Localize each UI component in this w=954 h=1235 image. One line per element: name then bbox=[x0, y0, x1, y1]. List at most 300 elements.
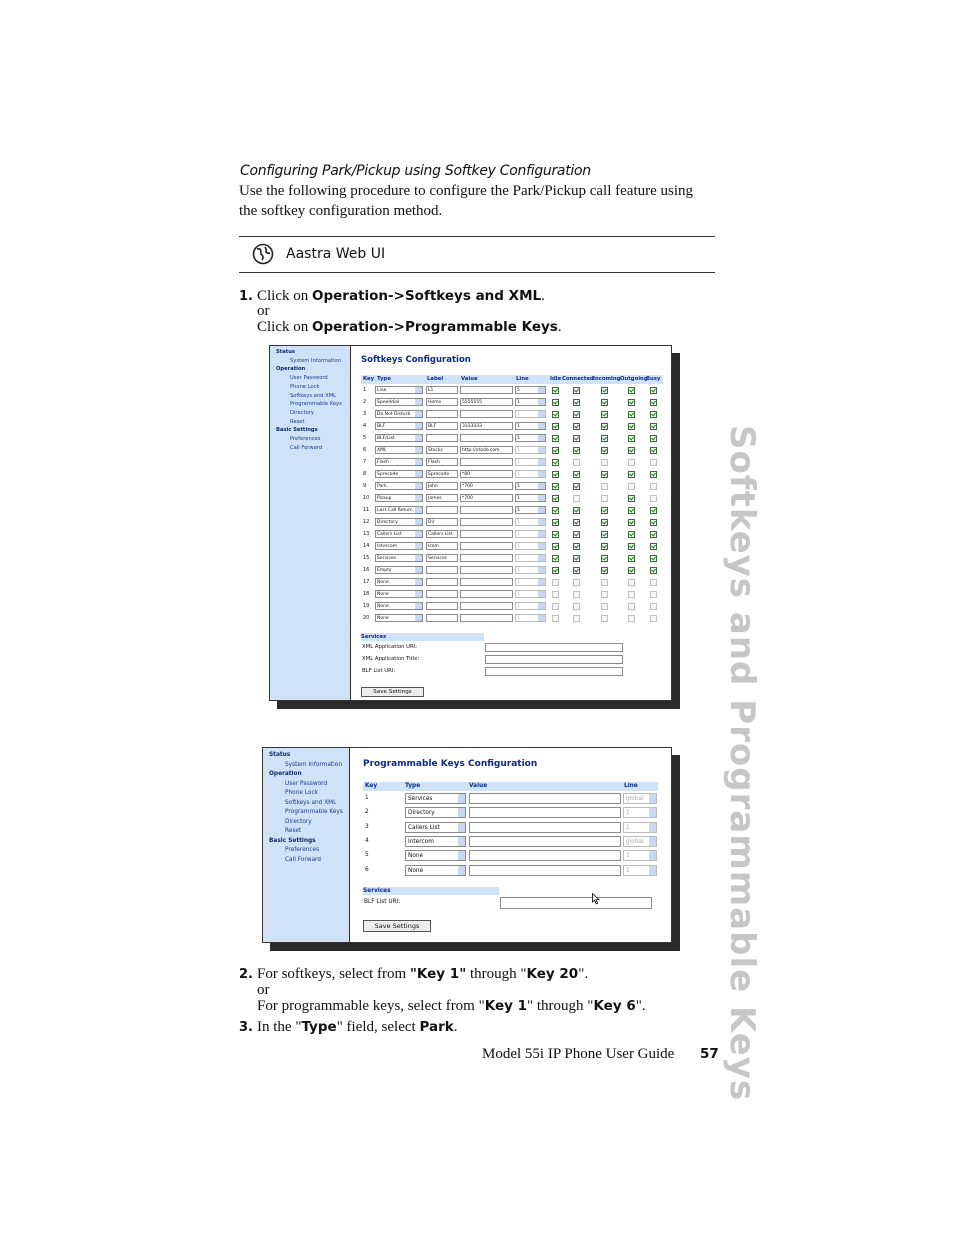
nav-link[interactable]: Directory bbox=[290, 409, 314, 416]
web-ui-banner bbox=[252, 243, 385, 265]
value-input[interactable] bbox=[469, 793, 621, 804]
column-header: Line bbox=[624, 783, 638, 789]
line-select[interactable]: 1 bbox=[515, 446, 546, 454]
value-input[interactable]: *700 bbox=[460, 494, 513, 502]
state-checkbox[interactable] bbox=[650, 615, 657, 622]
state-checkbox[interactable] bbox=[601, 483, 608, 490]
state-checkbox[interactable] bbox=[650, 543, 657, 550]
step-text: Click on bbox=[257, 319, 312, 335]
state-checkbox[interactable] bbox=[650, 435, 657, 442]
key-name: Key 1 bbox=[484, 998, 528, 1014]
value-input[interactable] bbox=[460, 506, 513, 514]
blf-list-uri-input[interactable] bbox=[500, 897, 652, 909]
value-input[interactable] bbox=[460, 602, 513, 610]
type-select[interactable]: Callers List bbox=[375, 530, 423, 538]
column-header: Key bbox=[363, 376, 375, 382]
value-input[interactable]: *80 bbox=[460, 470, 513, 478]
state-checkbox[interactable] bbox=[552, 423, 559, 430]
state-checkbox[interactable] bbox=[628, 519, 635, 526]
side-title-text: Softkeys and Programmable Keys bbox=[722, 425, 762, 1102]
state-checkbox[interactable] bbox=[628, 567, 635, 574]
option-name: Park bbox=[419, 1019, 454, 1035]
step-2-or: or bbox=[257, 982, 270, 998]
state-checkbox[interactable] bbox=[573, 591, 580, 598]
line-select[interactable]: global bbox=[623, 836, 657, 847]
state-checkbox[interactable] bbox=[573, 387, 580, 394]
nav-link[interactable]: Phone Lock bbox=[285, 790, 319, 796]
state-checkbox[interactable] bbox=[601, 435, 608, 442]
value-input[interactable]: *700 bbox=[460, 482, 513, 490]
line-select[interactable]: 1 bbox=[515, 458, 546, 466]
state-checkbox[interactable] bbox=[650, 483, 657, 490]
type-select[interactable]: Intercom bbox=[405, 836, 466, 847]
label-input[interactable] bbox=[426, 590, 458, 598]
state-checkbox[interactable] bbox=[552, 495, 559, 502]
services-field-input[interactable] bbox=[485, 643, 623, 652]
line-select[interactable]: 1 bbox=[515, 434, 546, 442]
step-text: ". bbox=[578, 966, 589, 982]
type-select[interactable]: BLF/List bbox=[375, 434, 423, 442]
state-checkbox[interactable] bbox=[552, 567, 559, 574]
value-input[interactable] bbox=[460, 614, 513, 622]
section-title: Configuring Park/Pickup using Softkey Configuration bbox=[240, 163, 591, 179]
key-number: 5 bbox=[365, 852, 369, 859]
state-checkbox[interactable] bbox=[628, 387, 635, 394]
type-select[interactable]: Empty bbox=[375, 566, 423, 574]
type-select[interactable]: Sprecode bbox=[375, 470, 423, 478]
state-checkbox[interactable] bbox=[628, 483, 635, 490]
key-number: 15 bbox=[363, 555, 370, 561]
type-select[interactable]: Speeddial bbox=[375, 398, 423, 406]
nav-link[interactable]: User Password bbox=[290, 375, 328, 382]
intro-paragraph: Use the following procedure to configure the Park/Pickup call feature using the softkey configuration method. bbox=[239, 183, 694, 219]
services-header: Services bbox=[363, 887, 499, 895]
state-checkbox[interactable] bbox=[650, 507, 657, 514]
state-checkbox[interactable] bbox=[601, 519, 608, 526]
state-checkbox[interactable] bbox=[601, 387, 608, 394]
state-checkbox[interactable] bbox=[552, 435, 559, 442]
services-field-input[interactable] bbox=[485, 655, 623, 664]
line-select[interactable]: 1 bbox=[515, 578, 546, 586]
nav-section-heading: Basic Settings bbox=[269, 837, 316, 844]
state-checkbox[interactable] bbox=[601, 447, 608, 454]
state-checkbox[interactable] bbox=[650, 591, 657, 598]
value-input[interactable]: 5555555 bbox=[460, 398, 513, 406]
state-checkbox[interactable] bbox=[650, 459, 657, 466]
state-checkbox[interactable] bbox=[552, 555, 559, 562]
state-checkbox[interactable] bbox=[650, 603, 657, 610]
state-checkbox[interactable] bbox=[573, 543, 580, 550]
state-checkbox[interactable] bbox=[601, 579, 608, 586]
label-input[interactable]: Flash bbox=[426, 458, 458, 466]
value-input[interactable] bbox=[460, 434, 513, 442]
column-header: Busy bbox=[646, 376, 661, 382]
line-select[interactable]: 1 bbox=[623, 822, 657, 833]
key-number: 19 bbox=[363, 603, 370, 609]
line-select[interactable]: 1 bbox=[515, 602, 546, 610]
state-checkbox[interactable] bbox=[601, 459, 608, 466]
nav-link[interactable]: User Password bbox=[285, 780, 328, 787]
state-checkbox[interactable] bbox=[573, 507, 580, 514]
step-text: For softkeys, select from bbox=[257, 966, 410, 982]
state-checkbox[interactable] bbox=[552, 615, 559, 622]
state-checkbox[interactable] bbox=[573, 531, 580, 538]
step-number: 1. bbox=[239, 289, 253, 304]
state-checkbox[interactable] bbox=[628, 507, 635, 514]
label-input[interactable]: BLF bbox=[426, 422, 458, 430]
state-checkbox[interactable] bbox=[650, 567, 657, 574]
step-2-alt bbox=[257, 998, 646, 1014]
state-checkbox[interactable] bbox=[573, 447, 580, 454]
save-settings-button[interactable]: Save Settings bbox=[361, 687, 424, 697]
value-input[interactable] bbox=[460, 458, 513, 466]
key-number: 4 bbox=[363, 423, 367, 429]
key-number: 17 bbox=[363, 579, 370, 585]
nav-link[interactable]: Phone Lock bbox=[290, 383, 320, 390]
state-checkbox[interactable] bbox=[650, 399, 657, 406]
table-header bbox=[361, 375, 663, 384]
nav-link[interactable]: Programmable Keys bbox=[290, 401, 342, 408]
save-settings-button[interactable]: Save Settings bbox=[363, 920, 431, 932]
line-select[interactable]: 1 bbox=[515, 542, 546, 550]
state-checkbox[interactable] bbox=[573, 555, 580, 562]
step-text: . bbox=[453, 1019, 458, 1035]
column-header: Value bbox=[461, 376, 478, 382]
state-checkbox[interactable] bbox=[601, 603, 608, 610]
state-checkbox[interactable] bbox=[552, 507, 559, 514]
state-checkbox[interactable] bbox=[573, 615, 580, 622]
services-field-input[interactable] bbox=[485, 667, 623, 676]
step-1-or: or bbox=[257, 303, 270, 319]
nav-section-heading: Status bbox=[269, 752, 291, 758]
key-number: 20 bbox=[363, 615, 370, 621]
nav-section-heading: Operation bbox=[269, 771, 302, 777]
type-select[interactable]: Callers List bbox=[405, 822, 466, 833]
nav-link[interactable]: Call Forward bbox=[285, 856, 321, 863]
state-checkbox[interactable] bbox=[601, 543, 608, 550]
value-input[interactable]: 3333333 bbox=[460, 422, 513, 430]
column-header: Connected bbox=[562, 376, 594, 382]
key-number: 1 bbox=[365, 795, 369, 801]
state-checkbox[interactable] bbox=[552, 447, 559, 454]
state-checkbox[interactable] bbox=[601, 591, 608, 598]
key-number: 13 bbox=[363, 531, 370, 537]
value-input[interactable] bbox=[460, 566, 513, 574]
globe-icon bbox=[252, 243, 274, 265]
state-checkbox[interactable] bbox=[552, 579, 559, 586]
type-select[interactable]: XML bbox=[375, 446, 423, 454]
type-select[interactable]: None bbox=[375, 578, 423, 586]
key-number: 4 bbox=[365, 837, 369, 844]
key-number: 7 bbox=[363, 459, 367, 465]
state-checkbox[interactable] bbox=[552, 387, 559, 394]
state-checkbox[interactable] bbox=[650, 423, 657, 430]
state-checkbox[interactable] bbox=[573, 495, 580, 502]
label-input[interactable] bbox=[426, 602, 458, 610]
key-number: 6 bbox=[365, 866, 369, 873]
state-checkbox[interactable] bbox=[552, 543, 559, 550]
step-text: Click on bbox=[257, 288, 312, 304]
key-name: Key 6 bbox=[593, 998, 636, 1014]
state-checkbox[interactable] bbox=[573, 579, 580, 586]
state-checkbox[interactable] bbox=[601, 567, 608, 574]
line-select[interactable]: 1 bbox=[515, 482, 546, 490]
state-checkbox[interactable] bbox=[628, 495, 635, 502]
type-select[interactable]: Services bbox=[405, 793, 466, 804]
value-input[interactable] bbox=[460, 542, 513, 550]
state-checkbox[interactable] bbox=[552, 399, 559, 406]
line-select[interactable]: 1 bbox=[515, 410, 546, 418]
state-checkbox[interactable] bbox=[628, 399, 635, 406]
line-select[interactable]: 1 bbox=[515, 566, 546, 574]
label-input[interactable] bbox=[426, 614, 458, 622]
nav-link[interactable]: Preferences bbox=[290, 436, 321, 443]
line-select[interactable]: 1 bbox=[515, 506, 546, 514]
nav-link[interactable]: Softkeys and XML bbox=[290, 392, 336, 399]
state-checkbox[interactable] bbox=[601, 399, 608, 406]
nav-link[interactable]: Reset bbox=[290, 418, 305, 425]
type-select[interactable]: Line bbox=[375, 386, 423, 394]
value-input[interactable] bbox=[469, 865, 621, 876]
state-checkbox[interactable] bbox=[601, 471, 608, 478]
column-header: Idle bbox=[550, 376, 562, 382]
state-checkbox[interactable] bbox=[573, 483, 580, 490]
step-text: In the " bbox=[257, 1019, 302, 1035]
line-select[interactable]: 1 bbox=[515, 614, 546, 622]
key-number: 2 bbox=[365, 809, 369, 816]
key-name: "Key 1" bbox=[409, 966, 467, 982]
key-number: 9 bbox=[363, 483, 367, 489]
state-checkbox[interactable] bbox=[628, 555, 635, 562]
key-number: 14 bbox=[363, 543, 370, 549]
type-select[interactable]: Flash bbox=[375, 458, 423, 466]
key-number: 18 bbox=[363, 591, 370, 597]
key-name: Key 20 bbox=[526, 966, 579, 982]
line-select[interactable]: 1 bbox=[515, 518, 546, 526]
line-select[interactable]: 1 bbox=[515, 422, 546, 430]
label-input[interactable]: James bbox=[426, 494, 458, 502]
line-select[interactable]: 1 bbox=[515, 398, 546, 406]
nav-link[interactable]: System Information bbox=[285, 761, 343, 768]
label-input[interactable] bbox=[426, 506, 458, 514]
divider-top bbox=[239, 236, 715, 237]
line-select[interactable]: 1 bbox=[515, 494, 546, 502]
state-checkbox[interactable] bbox=[573, 567, 580, 574]
type-select[interactable]: None bbox=[405, 850, 466, 861]
type-select[interactable]: None bbox=[375, 614, 423, 622]
state-checkbox[interactable] bbox=[628, 471, 635, 478]
line-select[interactable]: 1 bbox=[515, 530, 546, 538]
state-checkbox[interactable] bbox=[628, 615, 635, 622]
label-input[interactable]: Home bbox=[426, 398, 458, 406]
label-input[interactable] bbox=[426, 410, 458, 418]
state-checkbox[interactable] bbox=[650, 411, 657, 418]
state-checkbox[interactable] bbox=[650, 495, 657, 502]
value-input[interactable] bbox=[460, 554, 513, 562]
value-input[interactable]: http://xtodo.com bbox=[460, 446, 513, 454]
state-checkbox[interactable] bbox=[601, 411, 608, 418]
label-input[interactable] bbox=[426, 434, 458, 442]
state-checkbox[interactable] bbox=[650, 531, 657, 538]
type-select[interactable]: None bbox=[375, 602, 423, 610]
step-text: " field, select bbox=[336, 1019, 420, 1035]
label-input[interactable]: John bbox=[426, 482, 458, 490]
step-2 bbox=[239, 966, 589, 983]
step-text: . bbox=[557, 319, 562, 335]
state-checkbox[interactable] bbox=[573, 471, 580, 478]
state-checkbox[interactable] bbox=[552, 411, 559, 418]
value-input[interactable] bbox=[460, 518, 513, 526]
value-input[interactable] bbox=[460, 530, 513, 538]
field-name: Type bbox=[301, 1019, 337, 1035]
key-number: 1 bbox=[363, 387, 367, 393]
state-checkbox[interactable] bbox=[628, 435, 635, 442]
state-checkbox[interactable] bbox=[552, 531, 559, 538]
nav-link[interactable]: Directory bbox=[285, 818, 312, 825]
nav-link[interactable]: Reset bbox=[285, 828, 302, 834]
line-select[interactable]: 1 bbox=[623, 807, 657, 818]
label-input[interactable]: Stocks bbox=[426, 446, 458, 454]
state-checkbox[interactable] bbox=[628, 603, 635, 610]
line-select[interactable]: 1 bbox=[623, 850, 657, 861]
state-checkbox[interactable] bbox=[650, 447, 657, 454]
value-input[interactable] bbox=[469, 807, 621, 818]
page-number: 57 bbox=[700, 1046, 719, 1062]
column-header: Label bbox=[427, 376, 444, 382]
state-checkbox[interactable] bbox=[628, 411, 635, 418]
side-tab-title bbox=[714, 425, 774, 1102]
value-input[interactable] bbox=[469, 836, 621, 847]
step-text: through " bbox=[466, 966, 527, 982]
type-select[interactable]: BLF bbox=[375, 422, 423, 430]
line-select[interactable]: global bbox=[623, 793, 657, 804]
state-checkbox[interactable] bbox=[573, 435, 580, 442]
state-checkbox[interactable] bbox=[650, 555, 657, 562]
state-checkbox[interactable] bbox=[573, 603, 580, 610]
label-input[interactable]: Services bbox=[426, 554, 458, 562]
state-checkbox[interactable] bbox=[601, 531, 608, 538]
type-select[interactable]: None bbox=[405, 865, 466, 876]
state-checkbox[interactable] bbox=[601, 507, 608, 514]
label-input[interactable]: Icom bbox=[426, 542, 458, 550]
state-checkbox[interactable] bbox=[573, 411, 580, 418]
step-text: " through " bbox=[527, 998, 594, 1014]
key-number: 16 bbox=[363, 567, 370, 573]
nav-link[interactable]: Softkeys and XML bbox=[285, 799, 337, 806]
line-select[interactable]: 1 bbox=[515, 554, 546, 562]
type-select[interactable]: Services bbox=[375, 554, 423, 562]
web-ui-label: Aastra Web UI bbox=[286, 246, 386, 262]
state-checkbox[interactable] bbox=[601, 555, 608, 562]
state-checkbox[interactable] bbox=[573, 423, 580, 430]
value-input[interactable] bbox=[460, 578, 513, 586]
key-number: 3 bbox=[363, 411, 367, 417]
type-select[interactable]: Last Call Return bbox=[375, 506, 423, 514]
state-checkbox[interactable] bbox=[650, 519, 657, 526]
value-input[interactable] bbox=[460, 386, 513, 394]
state-checkbox[interactable] bbox=[628, 579, 635, 586]
value-input[interactable] bbox=[469, 850, 621, 861]
state-checkbox[interactable] bbox=[628, 459, 635, 466]
state-checkbox[interactable] bbox=[552, 459, 559, 466]
line-select[interactable]: 1 bbox=[515, 470, 546, 478]
value-input[interactable] bbox=[460, 410, 513, 418]
state-checkbox[interactable] bbox=[628, 531, 635, 538]
nav-link[interactable]: System Information bbox=[290, 357, 342, 364]
step-number: 2. bbox=[239, 967, 253, 982]
value-input[interactable] bbox=[460, 590, 513, 598]
step-text: For programmable keys, select from " bbox=[257, 998, 485, 1014]
services-field-label: BLF List URI: bbox=[362, 668, 396, 674]
state-checkbox[interactable] bbox=[552, 603, 559, 610]
column-header: Outgoing bbox=[620, 376, 648, 382]
state-checkbox[interactable] bbox=[650, 387, 657, 394]
state-checkbox[interactable] bbox=[552, 591, 559, 598]
label-input[interactable]: Dir bbox=[426, 518, 458, 526]
footer-guide-title: Model 55i IP Phone User Guide bbox=[482, 1046, 675, 1062]
softkeys-screenshot bbox=[269, 345, 672, 701]
label-input[interactable]: Sprecode bbox=[426, 470, 458, 478]
state-checkbox[interactable] bbox=[552, 519, 559, 526]
type-select[interactable]: None bbox=[375, 590, 423, 598]
nav-section-heading: Status bbox=[276, 349, 295, 355]
key-number: 11 bbox=[363, 507, 370, 513]
state-checkbox[interactable] bbox=[601, 495, 608, 502]
type-select[interactable]: Directory bbox=[405, 807, 466, 818]
type-select[interactable]: Park bbox=[375, 482, 423, 490]
type-select[interactable]: Pickup bbox=[375, 494, 423, 502]
value-input[interactable] bbox=[469, 822, 621, 833]
state-checkbox[interactable] bbox=[601, 423, 608, 430]
nav-link[interactable]: Call Forward bbox=[290, 444, 323, 451]
step-3 bbox=[239, 1019, 458, 1036]
mouse-cursor-icon bbox=[592, 893, 600, 905]
nav-link[interactable]: Preferences bbox=[285, 847, 320, 853]
state-checkbox[interactable] bbox=[628, 423, 635, 430]
page-title: Softkeys Configuration bbox=[361, 355, 471, 365]
nav-link[interactable]: Programmable Keys bbox=[285, 809, 343, 815]
state-checkbox[interactable] bbox=[601, 615, 608, 622]
label-input[interactable]: Callers List bbox=[426, 530, 458, 538]
column-header: Type bbox=[377, 376, 391, 382]
label-input[interactable] bbox=[426, 566, 458, 574]
line-select[interactable]: 5 bbox=[515, 386, 546, 394]
state-checkbox[interactable] bbox=[650, 579, 657, 586]
label-input[interactable]: L1 bbox=[426, 386, 458, 394]
services-field-label: XML Application Title: bbox=[362, 656, 420, 662]
state-checkbox[interactable] bbox=[573, 399, 580, 406]
state-checkbox[interactable] bbox=[628, 591, 635, 598]
menu-path: Operation->Programmable Keys bbox=[312, 319, 558, 335]
state-checkbox[interactable] bbox=[650, 471, 657, 478]
state-checkbox[interactable] bbox=[552, 471, 559, 478]
line-select[interactable]: 1 bbox=[515, 590, 546, 598]
column-header: Value bbox=[469, 783, 488, 789]
type-select[interactable]: Directory bbox=[375, 518, 423, 526]
type-select[interactable]: Intercom bbox=[375, 542, 423, 550]
state-checkbox[interactable] bbox=[573, 459, 580, 466]
label-input[interactable] bbox=[426, 578, 458, 586]
state-checkbox[interactable] bbox=[573, 519, 580, 526]
state-checkbox[interactable] bbox=[552, 483, 559, 490]
state-checkbox[interactable] bbox=[628, 447, 635, 454]
table-header bbox=[363, 782, 658, 791]
state-checkbox[interactable] bbox=[628, 543, 635, 550]
services-field-label: XML Application URI: bbox=[362, 644, 418, 650]
line-select[interactable]: 1 bbox=[623, 865, 657, 876]
type-select[interactable]: Do Not Disturb bbox=[375, 410, 423, 418]
column-header: Key bbox=[365, 783, 378, 789]
